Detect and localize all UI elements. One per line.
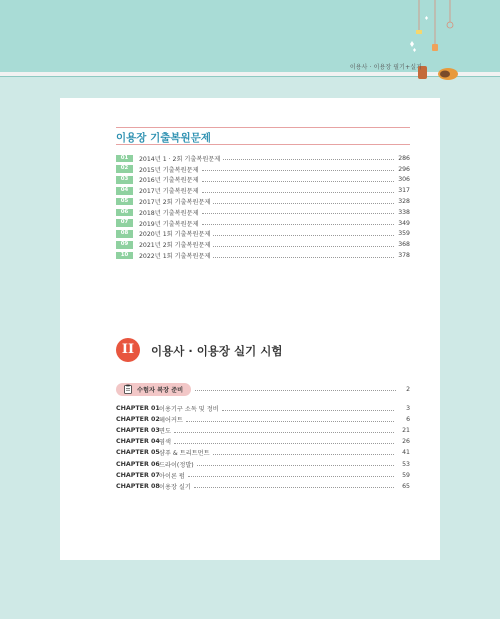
chapter-page: 3 [406, 405, 410, 413]
chapter-title: 드라이(정발) [159, 461, 194, 469]
chapter-number: CHAPTER 04 [116, 438, 160, 446]
item-number: 04 [116, 187, 133, 195]
dot-leader [222, 407, 394, 411]
item-title: 2019년 기출복원문제 [139, 220, 199, 228]
header-book-title: 이용사 · 이용장 필기+실기 [349, 64, 422, 71]
chapter-row[interactable] [116, 403, 410, 414]
chapter-number: CHAPTER 01 [116, 405, 160, 413]
item-page: 328 [398, 198, 410, 206]
chapter-number: CHAPTER 06 [116, 460, 160, 468]
item-page: 296 [398, 165, 410, 173]
chapter-number: CHAPTER 02 [116, 416, 160, 424]
dot-leader [213, 451, 394, 455]
item-page: 359 [398, 230, 410, 238]
dot-leader [202, 178, 394, 182]
prep-row[interactable] [116, 382, 410, 396]
hanging-tools-illustration [405, 0, 500, 92]
prep-label: 수험자 복장 준비 [137, 386, 184, 394]
exam-list [116, 153, 410, 261]
chapter-page: 21 [402, 427, 410, 435]
item-title: 2021년 2회 기출복원문제 [139, 242, 211, 250]
item-number: 01 [116, 155, 133, 163]
item-title: 2020년 1회 기출복원문제 [139, 231, 211, 239]
dot-leader [195, 387, 396, 391]
chapter-page: 59 [402, 471, 410, 479]
list-item[interactable] [116, 207, 410, 218]
chapter-title: 이용기구 소독 및 정비 [159, 406, 219, 414]
list-item[interactable] [116, 175, 410, 186]
list-item[interactable] [116, 164, 410, 175]
chapter-row[interactable] [116, 425, 410, 436]
chapter-row[interactable] [116, 414, 410, 425]
dot-leader [174, 429, 394, 433]
clipboard-icon [123, 384, 133, 394]
toc-page [60, 98, 440, 560]
item-page: 338 [398, 208, 410, 216]
section-title: 이용장 기출복원문제 [116, 132, 211, 144]
item-number: 06 [116, 209, 133, 217]
chapter-number: CHAPTER 03 [116, 427, 160, 435]
item-title: 2014년 1 · 2회 기출복원문제 [139, 155, 221, 163]
chapter-row[interactable] [116, 470, 410, 481]
item-title: 2015년 기출복원문제 [139, 166, 199, 174]
dot-leader [188, 473, 394, 477]
chapter-row[interactable] [116, 436, 410, 447]
item-number: 10 [116, 252, 133, 260]
section-rule-top [116, 127, 410, 128]
list-item[interactable] [116, 153, 410, 164]
chapter-title: 헤어커트 [159, 417, 183, 425]
chapter-title: 아이론 펌 [159, 472, 185, 480]
list-item[interactable] [116, 196, 410, 207]
item-page: 306 [398, 176, 410, 184]
dot-leader [197, 462, 394, 466]
dot-leader [186, 418, 394, 422]
list-item[interactable] [116, 250, 410, 261]
dot-leader [202, 210, 394, 214]
prep-page: 2 [406, 385, 410, 393]
chapter-row[interactable] [116, 447, 410, 458]
item-title: 2016년 기출복원문제 [139, 177, 199, 185]
chapter-title: 염색 [159, 439, 171, 447]
item-title: 2018년 기출복원문제 [139, 209, 199, 217]
item-page: 349 [398, 219, 410, 227]
list-item[interactable] [116, 229, 410, 240]
chapter-number: CHAPTER 07 [116, 471, 160, 479]
chapter-row[interactable] [116, 481, 410, 492]
item-number: 08 [116, 230, 133, 238]
chapter-number: CHAPTER 08 [116, 482, 160, 490]
item-title: 2022년 1회 기출복원문제 [139, 253, 211, 261]
chapter-page: 26 [402, 438, 410, 446]
item-title: 2017년 2회 기출복원문제 [139, 199, 211, 207]
dot-leader [213, 243, 394, 247]
item-title: 2017년 기출복원문제 [139, 188, 199, 196]
dot-leader [213, 254, 394, 258]
list-item[interactable] [116, 185, 410, 196]
dot-leader [213, 232, 394, 236]
section-rule-bottom [116, 144, 410, 145]
chapter-page: 65 [402, 482, 410, 490]
chapter-list [116, 403, 410, 492]
chapter-number: CHAPTER 05 [116, 449, 160, 457]
item-number: 03 [116, 176, 133, 184]
dot-leader [223, 156, 394, 160]
item-number: 09 [116, 241, 133, 249]
dot-leader [174, 440, 394, 444]
chapter-title: 면도 [159, 428, 171, 436]
part-number-badge: II [116, 338, 140, 362]
list-item[interactable] [116, 239, 410, 250]
dot-leader [194, 484, 394, 488]
item-page: 317 [398, 187, 410, 195]
chapter-row[interactable] [116, 458, 410, 469]
chapter-title: 이용장 실기 [159, 483, 191, 491]
chapter-page: 6 [406, 416, 410, 424]
list-item[interactable] [116, 218, 410, 229]
item-number: 02 [116, 165, 133, 173]
item-number: 05 [116, 198, 133, 206]
dot-leader [213, 200, 394, 204]
dot-leader [202, 189, 394, 193]
part-title: 이용사 · 이용장 실기 시험 [151, 344, 283, 358]
chapter-title: 샴푸 & 트리트먼트 [159, 450, 210, 458]
item-page: 286 [398, 154, 410, 162]
item-number: 07 [116, 219, 133, 227]
item-page: 368 [398, 241, 410, 249]
dot-leader [202, 167, 394, 171]
dot-leader [202, 221, 394, 225]
chapter-page: 41 [402, 449, 410, 457]
prep-pill [116, 383, 191, 396]
chapter-page: 53 [402, 460, 410, 468]
item-page: 378 [398, 252, 410, 260]
